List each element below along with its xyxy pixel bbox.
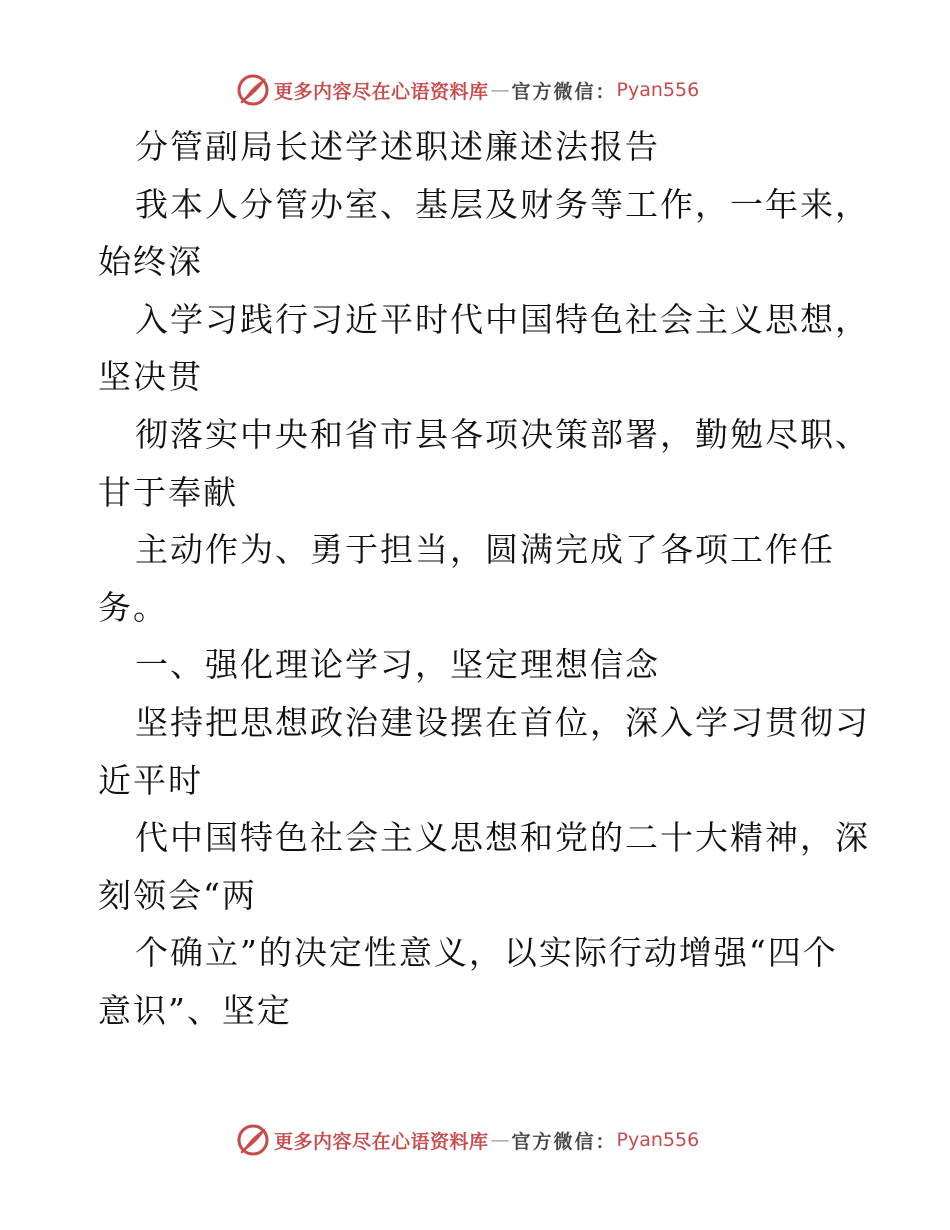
quill-logo-icon [236,73,270,107]
banner-wechat-id: Pyan556 [616,1129,700,1151]
banner-dash: — [490,79,510,101]
banner-official-label: 官方微信： [511,1130,617,1153]
banner-main-text: 更多内容尽在心语资料库 [274,1130,489,1153]
body-text-line: 入学习践行习近平时代中国特色社会主义思想， [135,299,870,339]
body-text-line: 彻落实中央和省市县各项决策部署，勤勉尽职、 [135,414,870,454]
body-text-line: 意识”、坚定 [98,990,292,1030]
quill-logo-icon [236,1123,270,1157]
banner-wechat-id: Pyan556 [616,79,700,101]
body-text-line: 分管副局长述学述职述廉述法报告 [135,127,660,166]
body-text-line: 主动作为、勇于担当，圆满完成了各项工作任 [135,530,835,570]
body-text-line: 我本人分管办室、基层及财务等工作，一年来， [135,184,870,224]
banner-main-text: 更多内容尽在心语资料库 [274,80,489,103]
body-text-line: 刻领会“两 [98,875,257,915]
body-text-line: 务。 [98,587,168,627]
body-text-line: 坚决贯 [98,357,203,397]
body-text-line: 个确立”的决定性意义，以实际行动增强“四个 [135,933,838,973]
document-body [98,118,868,1040]
body-text-line: 始终深 [98,242,203,282]
body-text-line: 坚持把思想政治建设摆在首位，深入学习贯彻习 [135,702,870,742]
header-banner [236,72,699,108]
body-text-line: 代中国特色社会主义思想和党的二十大精神，深 [135,818,870,858]
body-text-line: 一、强化理论学习，坚定理想信念 [135,645,660,685]
banner-dash: — [490,1129,510,1151]
body-text-line: 近平时 [98,760,203,800]
banner-official-label: 官方微信： [511,80,617,103]
footer-banner [236,1122,699,1158]
body-text-line: 甘于奉献 [98,472,238,512]
